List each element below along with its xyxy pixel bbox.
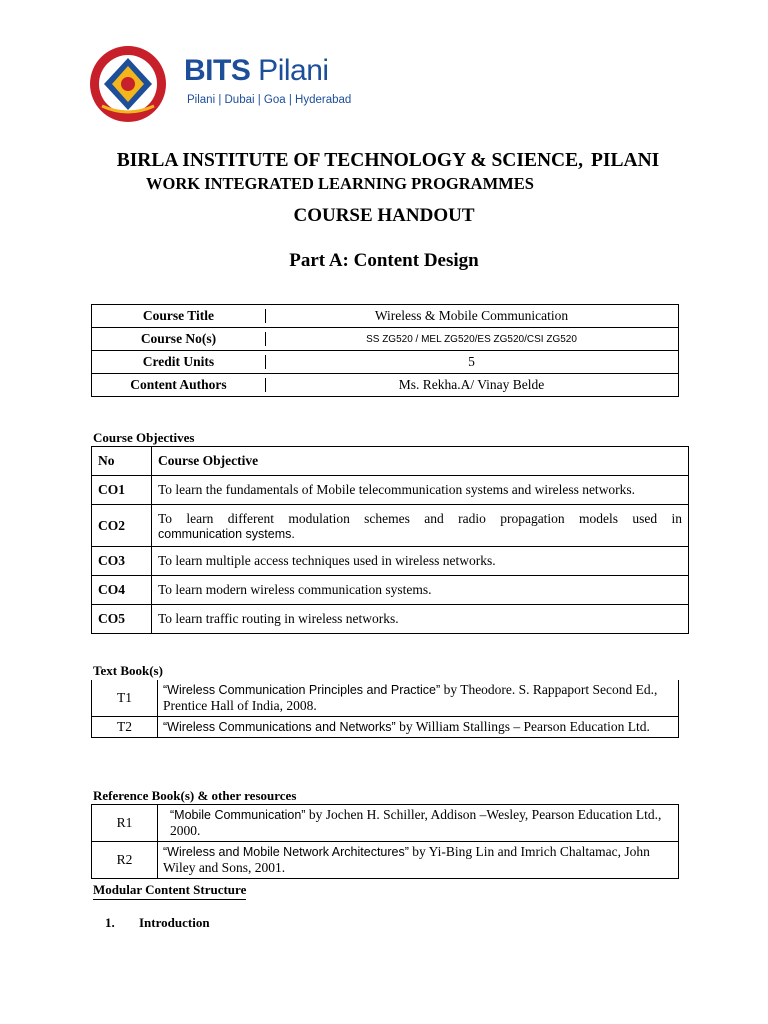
course-title-label: Course Title	[92, 305, 266, 328]
institute-seal-icon	[88, 44, 168, 124]
module-item: 1. Introduction	[105, 915, 210, 930]
table-row	[92, 505, 689, 547]
table-row	[92, 605, 689, 634]
book-id: T2	[92, 717, 158, 738]
column-header-objective: Course Objective	[152, 447, 689, 476]
table-row	[92, 842, 679, 879]
objective-text: To learn multiple access techniques used in wireless networks.	[152, 547, 689, 576]
text-books-heading: Text Book(s)	[93, 663, 163, 678]
table-row	[92, 476, 689, 505]
table-row	[92, 547, 689, 576]
table-header-row	[92, 447, 689, 476]
objective-text: To learn different modulation schemes and radio propagation models used in communication systems.	[152, 505, 689, 547]
table-row	[92, 717, 679, 738]
document-title: COURSE HANDOUT	[293, 205, 475, 226]
objective-no: CO4	[92, 576, 152, 605]
credit-units-label: Credit Units	[92, 351, 266, 374]
text-books-table	[91, 680, 679, 738]
book-id: R1	[92, 805, 158, 842]
book-citation: “Mobile Communication” by Jochen H. Schiller, Addison –Wesley, Pearson Education Ltd., 2000.	[158, 805, 679, 842]
objective-text: To learn traffic routing in wireless networks.	[152, 605, 689, 634]
book-id: T1	[92, 680, 158, 717]
column-header-no: No	[92, 447, 152, 476]
table-row	[92, 351, 679, 374]
objective-no: CO5	[92, 605, 152, 634]
book-citation: “Wireless Communication Principles and Practice” by Theodore. S. Rappaport Second Ed., Prentice Hall of India, 2008.	[158, 680, 679, 717]
reference-books-table	[91, 804, 679, 879]
objective-no: CO1	[92, 476, 152, 505]
objective-no: CO3	[92, 547, 152, 576]
reference-books-heading: Reference Book(s) & other resources	[93, 788, 297, 803]
course-info-table	[91, 304, 679, 397]
course-no-value: SS ZG520 / MEL ZG520/ES ZG520/CSI ZG520	[265, 328, 679, 351]
course-objectives-table	[91, 446, 689, 634]
table-row	[92, 305, 679, 328]
table-row	[92, 805, 679, 842]
table-row	[92, 576, 689, 605]
bits-pilani-logo	[88, 44, 388, 124]
credit-units-value: 5	[265, 351, 679, 374]
table-row	[92, 680, 679, 717]
objective-text: To learn the fundamentals of Mobile telecommunication systems and wireless networks.	[152, 476, 689, 505]
book-id: R2	[92, 842, 158, 879]
book-citation: “Wireless and Mobile Network Architectures” by Yi-Bing Lin and Imrich Chaltamac, John Wiley and Sons, 2001.	[158, 842, 679, 879]
table-row	[92, 328, 679, 351]
part-title: Part A: Content Design	[289, 250, 479, 271]
course-title-value: Wireless & Mobile Communication	[265, 305, 679, 328]
content-authors-label: Content Authors	[92, 374, 266, 397]
objective-text: To learn modern wireless communication systems.	[152, 576, 689, 605]
content-authors-value: Ms. Rekha.A/ Vinay Belde	[265, 374, 679, 397]
course-no-label: Course No(s)	[92, 328, 266, 351]
logo-tagline: Pilani | Dubai | Goa | Hyderabad	[187, 94, 352, 106]
programme-name: WORK INTEGRATED LEARNING PROGRAMMES	[146, 174, 534, 193]
table-row	[92, 374, 679, 397]
course-objectives-heading: Course Objectives	[93, 430, 195, 445]
modular-content-heading: Modular Content Structure	[93, 882, 246, 900]
institute-name: BIRLA INSTITUTE OF TECHNOLOGY & SCIENCE, PILANI	[116, 150, 660, 171]
logo-name: BITS Pilani	[184, 54, 329, 87]
book-citation: “Wireless Communications and Networks” by William Stallings – Pearson Education Ltd.	[158, 717, 679, 738]
objective-no: CO2	[92, 505, 152, 547]
